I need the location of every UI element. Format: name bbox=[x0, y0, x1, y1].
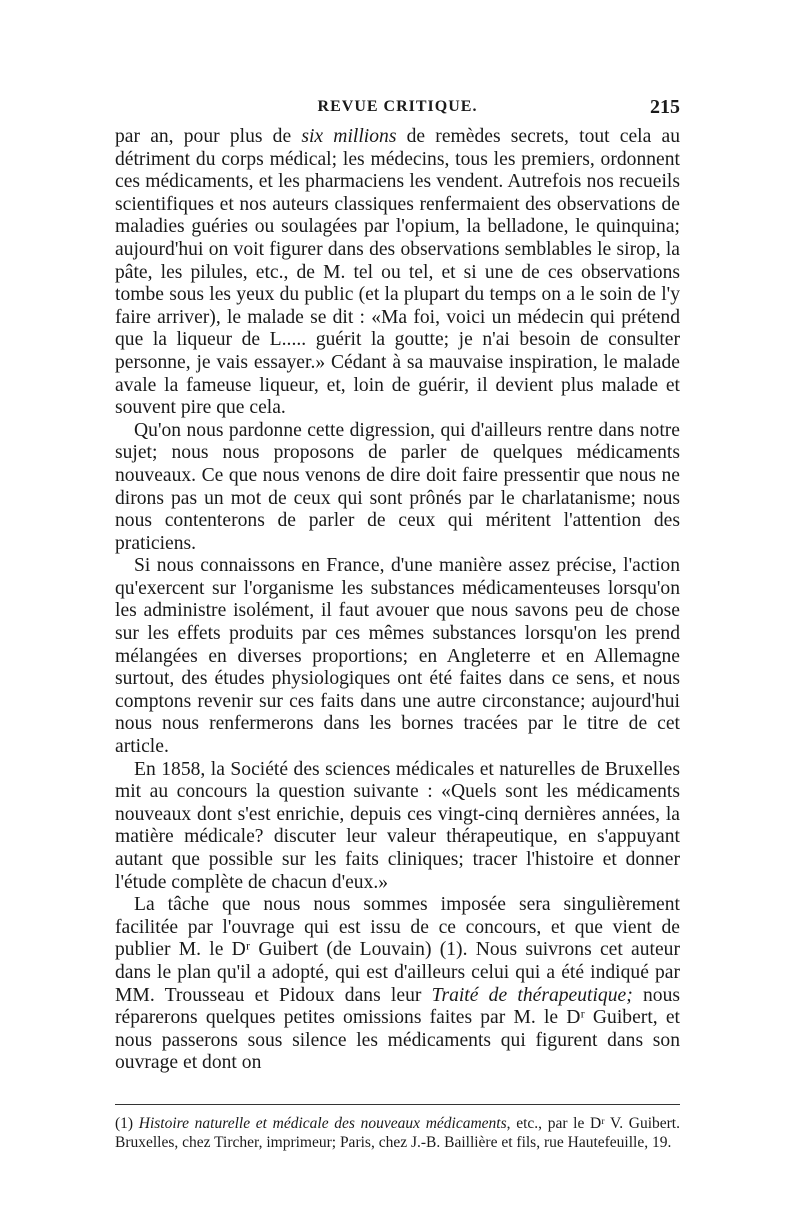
italic-text: Histoire naturelle et médicale des nouveaux médicaments bbox=[138, 1115, 507, 1132]
page-number: 215 bbox=[650, 96, 680, 118]
text-run: , etc., par le Dʳ V. Guibert. Bruxelles, chez Tircher, imprimeur; Paris, chez J.-B. Baillière et fils, rue Hautefeuille, 19. bbox=[115, 1115, 680, 1151]
text-run: Si nous connaissons en France, d'une manière assez précise, l'action qu'exercent sur l'organisme les substances médicamenteuses lorsqu'on les administre isolément, il faut avouer que nous savons peu de chose sur les effets produits par ces mêmes substances lorsqu'on les prend mélangées en diverses proportions; en Angleterre et en Allemagne surtout, des études physiologiques ont été faites dans ce sens, et nous comptons revenir sur ces faits dans une autre circonstance; aujourd'hui nous nous renfermerons dans les bornes tracées par le titre de cet article. bbox=[115, 555, 680, 758]
text-run: La tâche que nous nous sommes imposée sera singulièrement facilitée par l'ouvrage qui est issu de ce concours, et que vient de publier M. le Dʳ Guibert (de Louvain) (1). Nous suivrons cet auteur dans le plan qu'il a adopté, qui est d'ailleurs celui qui a été indiqué par MM. Trousseau et Pidoux dans leur bbox=[115, 894, 680, 1006]
italic-text: six millions bbox=[301, 126, 397, 147]
paragraph bbox=[115, 759, 680, 895]
footnote-rule bbox=[115, 1104, 680, 1105]
page-header bbox=[115, 98, 680, 122]
paragraph bbox=[115, 126, 680, 420]
body-text bbox=[115, 126, 680, 1075]
italic-text: Traité de thérapeutique; bbox=[431, 984, 633, 1006]
footnote bbox=[115, 1114, 680, 1152]
paragraph bbox=[115, 894, 680, 1075]
text-run: En 1858, la Société des sciences médicales et naturelles de Bruxelles mit au concours la question suivante : «Quels sont les médicaments nouveaux dont s'est enrichie, depuis ces vingt-cinq dernières années, la matière médicale? discuter leur valeur thérapeutique, en s'appuyant autant que possible sur les faits cliniques; tracer l'histoire et donner l'étude complète de chacun d'eux.» bbox=[115, 758, 680, 893]
running-title: REVUE CRITIQUE. bbox=[317, 98, 478, 115]
text-run: de remèdes secrets, tout cela au détriment du corps médical; les médecins, tous les premiers, ordonnent ces médicaments, et les pharmaciens les vendent. Autrefois nos recueils scientifiques et nos auteurs classiques renfermaient des observations de maladies guéries ou soulagées par l'opium, la belladone, le quinquina; aujourd'hui on voit figurer dans des observations semblables le sirop, la pâte, les pilules, etc., de M. tel ou tel, et si une de ces observations tombe sous les yeux du public (et la plupart du temps on a le soin de l'y faire arriver), le malade se dit : «Ma foi, voici un médecin qui prétend que la liqueur de L..... guérit la goutte; je n'ai besoin de consulter personne, je vais essayer.» Cédant à sa mauvaise inspiration, le malade avale la fameuse liqueur, et, loin de guérir, il devient plus malade et souvent pire que cela. bbox=[115, 126, 680, 419]
text-run: par an, pour plus de bbox=[115, 126, 302, 147]
paragraph bbox=[115, 420, 680, 556]
paragraph bbox=[115, 555, 680, 758]
text-run: Qu'on nous pardonne cette digression, qui d'ailleurs rentre dans notre sujet; nous nous proposons de parler de quelques médicaments nouveaux. Ce que nous venons de dire doit faire pressentir que nous ne dirons pas un mot de ceux qui sont prônés par le charlatanisme; nous nous contenterons de parler de ceux qui méritent l'attention des praticiens. bbox=[115, 419, 680, 554]
text-run: nous réparerons quelques petites omissions faites par M. le Dʳ Guibert, et nous passerons sous silence les médicaments qui figurent dans son ouvrage et dont on bbox=[115, 984, 680, 1074]
text-run: (1) bbox=[115, 1115, 139, 1132]
